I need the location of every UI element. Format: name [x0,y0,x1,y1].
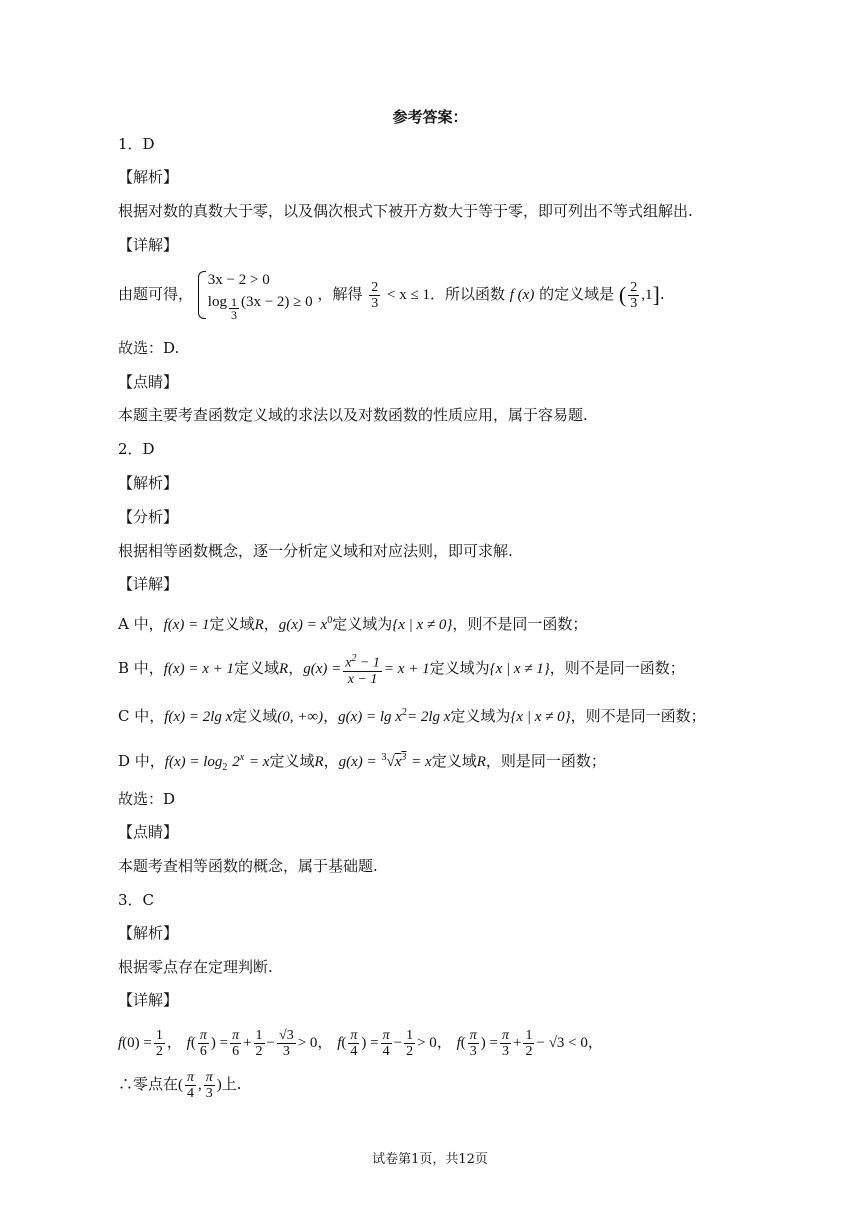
q3-conclusion: ∴零点在( $\frac{\pi}{4}$ , $\frac{\pi}{3}$ )上. [118,1069,242,1101]
q1-domain-text: 的定义域是 [539,285,615,303]
q2-line-a: A 中，f(x) = 1定义域R，$g(x) = x^0$定义域为{x | x ≠ 0}，则不是同一函数； [118,615,588,633]
q1-jiexi-label: 【解析】 [118,168,179,186]
q1-function: f (x) [509,287,535,303]
q1-answer: 故选：D. [118,339,180,357]
q2-analysis: 根据相等函数概念，逐一分析定义域和对应法则，即可求解. [118,542,513,560]
q3-jiexi-label: 【解析】 [118,924,179,942]
q2-jiexi-label: 【解析】 [118,474,179,492]
q2-line-b: B 中，f(x) = x + 1定义域R，g(x) = $\frac{x^2 - 1}{x - 1}$ = x + 1定义域为{x | x ≠ 1}，则不是同一函数； [118,653,685,687]
page-footer: 试卷第1页，共12页 [372,1152,488,1167]
q3-number: 3．C [118,891,155,909]
q2-number: 2．D [118,440,155,458]
q1-dianjing-label: 【点睛】 [118,373,179,391]
q1-detail-prefix: 由题可得， [118,285,194,303]
q3-xiangjie-label: 【详解】 [118,991,179,1009]
q3-values: f(0) = $\frac{1}{2}$ ， f( $\frac{\pi}{6}$ ) = $\frac{\pi}{6}$ + $\frac{1}{2}$ − $\frac{√3}{3}$ > 0， f( $\frac{\pi}{4}$ ) = $\frac{\pi}{4}$ − $\frac{1}{2}$ > 0， f( $\frac{\pi}{3}$ ) = $\frac{\pi}{3}$ + $\frac{1}{2}$ − √3 < 0， [118,1027,603,1059]
q2-line-c: C 中，f(x) = 2lg x定义域(0, +∞)，$g(x) = \lg x^2= 2\lg$ x定义域为{x | x ≠ 0}，则不是同一函数； [118,707,706,725]
q2-xiangjie-label: 【详解】 [118,575,179,593]
q1-solve-text: ，解得 [317,285,363,303]
q2-comment: 本题考查相等函数的概念，属于基础题. [118,857,378,875]
q1-system-line1: 3x − 2 > 0 [207,272,270,289]
q2-line-d: D 中，$f(x) = \log_2 2^x = x$定义域R，$g(x) = ^3√x^3 = x$定义域R，则是同一函数； [118,752,606,773]
q1-inequality-system [198,269,313,320]
q2-fenxi-label: 【分析】 [118,508,179,526]
page-title: 参考答案： [392,108,468,126]
q1-two-thirds: $\frac{2}{3}$ [371,279,379,311]
q1-number: 1．D [118,135,155,153]
q3-analysis: 根据零点存在定理判断. [118,958,273,976]
q1-system-line2: log $_{\frac{1}{3}}$ (3x − 2) ≥ 0 [207,294,313,322]
q2-answer: 故选：D [118,790,176,808]
q1-analysis: 根据对数的真数大于零，以及偶次根式下被开方数大于等于零，即可列出不等式组解出. [118,202,693,220]
q2-dianjing-label: 【点睛】 [118,823,179,841]
q1-detail: 由题可得， 3x − 2 > 0 log $_{\frac{1}{3}}$ (3x − 2) ≥ 0 ，解得 $\frac{2}{3}$ < x ≤ 1．所以函数 f (x) 的定义域是 ( $\frac{2}{3}$ ,1]. [118,266,665,323]
q1-comment: 本题主要考查函数定义域的求法以及对数函数的性质应用，属于容易题. [118,406,588,424]
q1-solve-range: < x ≤ 1．所以函数 [387,287,505,303]
q1-xiangjie-label: 【详解】 [118,236,179,254]
